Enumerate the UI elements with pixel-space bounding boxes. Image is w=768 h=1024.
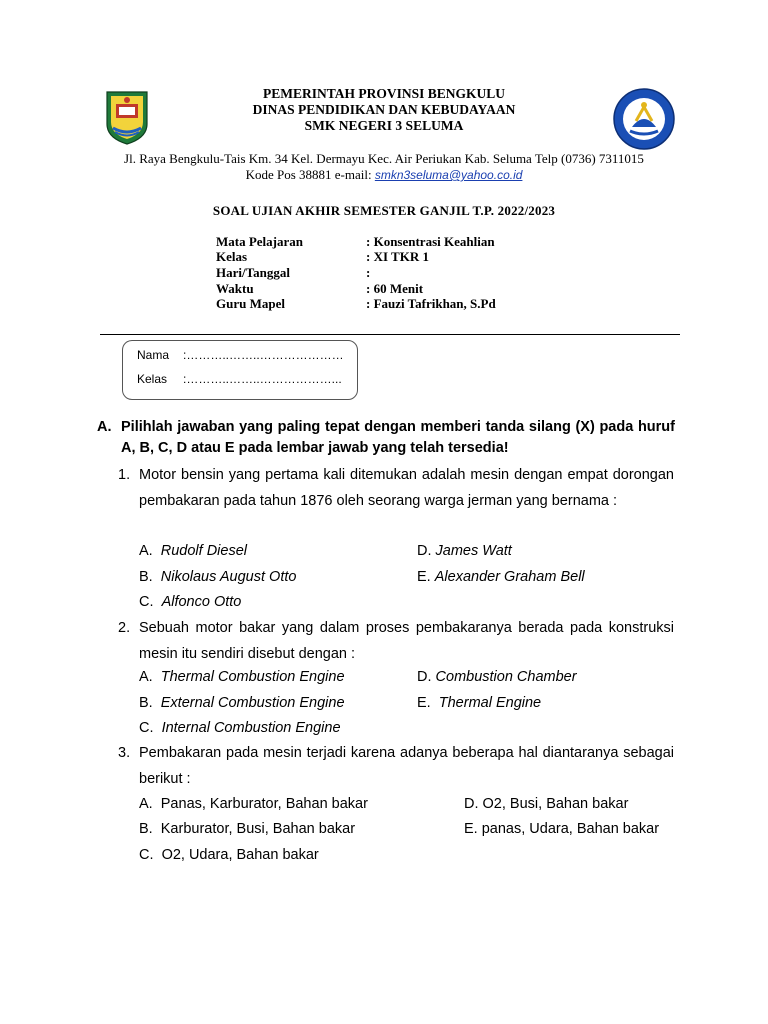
header-government: PEMERINTAH PROVINSI BENGKULU	[262, 86, 506, 101]
info-label: Kelas	[216, 249, 248, 264]
info-label: Hari/Tanggal	[216, 265, 290, 280]
header-address: Jl. Raya Bengkulu-Tais Km. 34 Kel. Dermayu Kec. Air Periukan Kab. Seluma Telp (0736) 7311015	[124, 151, 644, 166]
header-school: SMK NEGERI 3 SELUMA	[304, 118, 464, 133]
option-b[interactable]: B. Nikolaus August Otto	[139, 569, 297, 585]
student-identity-box	[122, 340, 358, 400]
option-e[interactable]: E. Thermal Engine	[417, 695, 542, 711]
option-e[interactable]: E. panas, Udara, Bahan bakar	[464, 821, 660, 837]
option-d[interactable]: D. Combustion Chamber	[417, 669, 577, 685]
section-a-text: Pilihlah jawaban yang paling tepat dengan memberi tanda silang (X) pada huruf A, B, C, D atau E pada lembar jawab yang telah tersedia!	[121, 419, 675, 456]
email-link[interactable]: smkn3seluma@yahoo.co.id	[374, 168, 523, 182]
section-a-instruction	[97, 417, 675, 459]
header-department: DINAS PENDIDIKAN DAN KEBUDAYAAN	[252, 102, 516, 117]
option-d[interactable]: D. O2, Busi, Bahan bakar	[464, 796, 629, 812]
exam-title: SOAL UJIAN AKHIR SEMESTER GANJIL T.P. 2022/2023	[212, 203, 556, 218]
student-name-field[interactable]: :………..……..…………………	[183, 348, 344, 362]
info-value: : Fauzi Tafrikhan, S.Pd	[366, 296, 496, 311]
question-text: Sebuah motor bakar yang dalam proses pembakaranya berada pada konstruksi mesin itu sendiri disebut dengan :	[139, 620, 674, 662]
header-contact	[0, 167, 768, 183]
header-divider	[100, 334, 680, 335]
student-class-row[interactable]	[137, 372, 342, 386]
info-value: : Konsentrasi Keahlian	[366, 234, 495, 249]
info-label: Waktu	[216, 281, 254, 296]
option-a[interactable]: A. Rudolf Diesel	[139, 543, 248, 559]
info-label: Guru Mapel	[216, 296, 285, 311]
info-label: Mata Pelajaran	[216, 234, 304, 249]
student-name-label: Nama	[137, 348, 170, 362]
question-number: 3.	[118, 745, 131, 761]
student-class-field[interactable]: :………..……..………………...	[183, 372, 342, 386]
option-b[interactable]: B. Karburator, Busi, Bahan bakar	[139, 821, 356, 837]
section-a-mark: A.	[97, 419, 112, 435]
info-value: :	[366, 265, 371, 280]
option-c[interactable]: C. O2, Udara, Bahan bakar	[139, 847, 319, 863]
question-number: 1.	[118, 467, 131, 483]
option-e[interactable]: E. Alexander Graham Bell	[417, 569, 585, 585]
option-a[interactable]: A. Panas, Karburator, Bahan bakar	[139, 796, 368, 812]
question-text: Motor bensin yang pertama kali ditemukan adalah mesin dengan empat dorongan pembakaran pada tahun 1876 oleh seorang warga jerman yang bernama :	[139, 467, 674, 509]
option-d[interactable]: D. James Watt	[417, 543, 512, 559]
question-number: 2.	[118, 620, 131, 636]
info-value: : XI TKR 1	[366, 249, 429, 264]
option-b[interactable]: B. External Combustion Engine	[139, 695, 345, 711]
student-class-label: Kelas	[137, 372, 168, 386]
option-c[interactable]: C. Alfonco Otto	[139, 594, 242, 610]
info-value: : 60 Menit	[366, 281, 424, 296]
postal-code-text: Kode Pos 38881 e-mail:	[245, 167, 375, 182]
question-text: Pembakaran pada mesin terjadi karena adanya beberapa hal diantaranya sebagai berikut :	[139, 745, 674, 787]
option-a[interactable]: A. Thermal Combustion Engine	[139, 669, 345, 685]
option-c[interactable]: C. Internal Combustion Engine	[139, 720, 341, 736]
student-name-row[interactable]	[137, 348, 344, 362]
